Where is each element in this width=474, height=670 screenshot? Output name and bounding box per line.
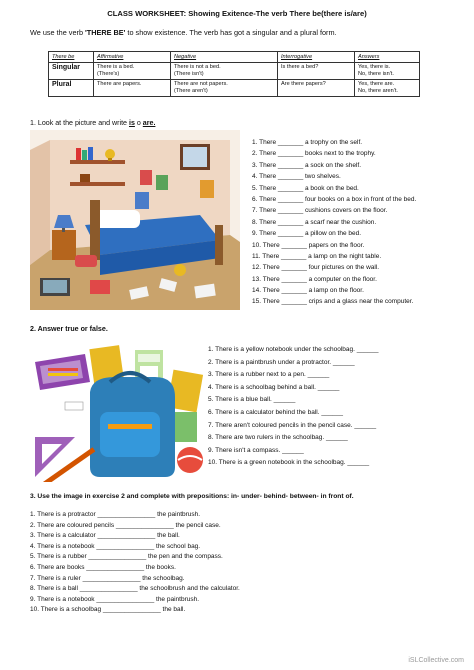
section2-list [208, 346, 378, 472]
list-item: 7. There aren't coloured pencils in the pencil case. ______ [208, 421, 377, 429]
table-cell: Is there a bed? [278, 63, 355, 80]
list-item: 1. There is a yellow notebook under the schoolbag. ______ [208, 346, 379, 353]
list-item: 3. There is a calculator ________________ the ball. [30, 532, 180, 540]
list-item: 6. There is a calculator behind the ball. ______ [208, 408, 344, 416]
intro-text: We use the verb 'THERE BE' to show existence. The verb has got a singular and a plural form. [30, 28, 337, 37]
table-cell: There is not a bed. (There isn't) [171, 63, 278, 80]
col-header: Interrogative [278, 52, 355, 63]
list-item: 7. There is a ruler ________________ the schoolbag. [30, 574, 185, 582]
table-cell: Yes, there are. No, there aren't. [355, 80, 420, 97]
table-cell: There are papers. [94, 80, 171, 97]
table-cell: Yes, there is. No, there isn't. [355, 63, 420, 80]
list-item: 9. There isn't a compass. ______ [208, 446, 304, 454]
table-row [49, 80, 420, 97]
grammar-table [48, 51, 420, 97]
list-item: 4. There is a notebook ________________ the school bag. [30, 542, 201, 550]
section1-heading: 1. Look at the picture and write is o are. [30, 119, 156, 127]
list-item: 2. There is a paintbrush under a protractor. ______ [208, 358, 355, 366]
table-cell: There are not papers. (There aren't) [171, 80, 278, 97]
list-item: 13. There _______ a computer on the floor. [252, 275, 377, 283]
grammar-table-header-row [49, 52, 420, 63]
list-item: 2. There are coloured pencils ________________ the pencil case. [30, 521, 221, 529]
table-cell: Are there papers? [278, 80, 355, 97]
list-item: 3. There is a rubber next to a pen. ______ [208, 371, 330, 379]
list-item: 8. There are two rulers in the schoolbag. ______ [208, 434, 348, 442]
worksheet-title: CLASS WORKSHEET: Showing Exitence-The verb There be(there is/are) [107, 9, 367, 18]
list-item: 10. There is a schoolbag ________________ the ball. [30, 606, 186, 614]
list-item: 10. There is a green notebook in the schoolbag. ______ [208, 459, 370, 467]
list-item: 5. There is a blue ball. ______ [208, 396, 296, 404]
list-item: 2. There _______ books next to the trophy. [252, 150, 376, 158]
list-item: 3. There _______ a sock on the shelf. [252, 161, 362, 169]
section3-list [30, 511, 240, 617]
list-item: 10. There _______ papers on the floor. [252, 241, 365, 249]
school-supplies-illustration [30, 342, 205, 482]
list-item: 8. There is a ball ________________ the schoolbrush and the calculator. [30, 585, 240, 593]
col-header: There be [49, 52, 94, 63]
table-cell: There is a bed. (There's) [94, 63, 171, 80]
list-item: 5. There is a rubber ________________ the pen and the compass. [30, 553, 223, 561]
list-item: 11. There _______ a lamp on the night table. [252, 252, 382, 260]
list-item: 7. There _______ cushions covers on the floor. [252, 207, 388, 215]
list-item: 6. There _______ four books on a box in front of the bed. [252, 195, 417, 203]
section1-list [252, 139, 416, 310]
footer-watermark: iSLCollective.com [408, 657, 464, 664]
col-header: Answers [355, 52, 420, 63]
row-label: Plural [49, 80, 94, 97]
list-item: 9. There _______ a pillow on the bed. [252, 230, 362, 238]
section3-heading: 3. Use the image in exercise 2 and complete with prepositions: in- under- behind- between- in front of. [30, 493, 354, 500]
list-item: 4. There _______ two shelves. [252, 173, 341, 181]
list-item: 1. There is a protractor ________________ the paintbrush. [30, 511, 201, 518]
list-item: 6. There are books ________________ the books. [30, 563, 176, 571]
bedroom-illustration [30, 130, 240, 310]
row-label: Singular [49, 63, 94, 80]
col-header: Negative [171, 52, 278, 63]
list-item: 5. There _______ a book on the bed. [252, 184, 359, 192]
list-item: 1. There _______ a trophy on the self. [252, 139, 363, 146]
list-item: 9. There is a notebook ________________ the paintbrush. [30, 595, 200, 603]
section2-heading: 2. Answer true or false. [30, 325, 108, 333]
list-item: 15. There _______ crips and a glass near the computer. [252, 298, 414, 306]
col-header: Affirmative [94, 52, 171, 63]
table-row [49, 63, 420, 80]
list-item: 12. There _______ four pictures on the wall. [252, 264, 380, 272]
list-item: 8. There _______ a scarf near the cushion. [252, 218, 377, 226]
list-item: 4. There is a schoolbag behind a ball. ______ [208, 383, 340, 391]
list-item: 14. There _______ a lamp on the floor. [252, 287, 364, 295]
